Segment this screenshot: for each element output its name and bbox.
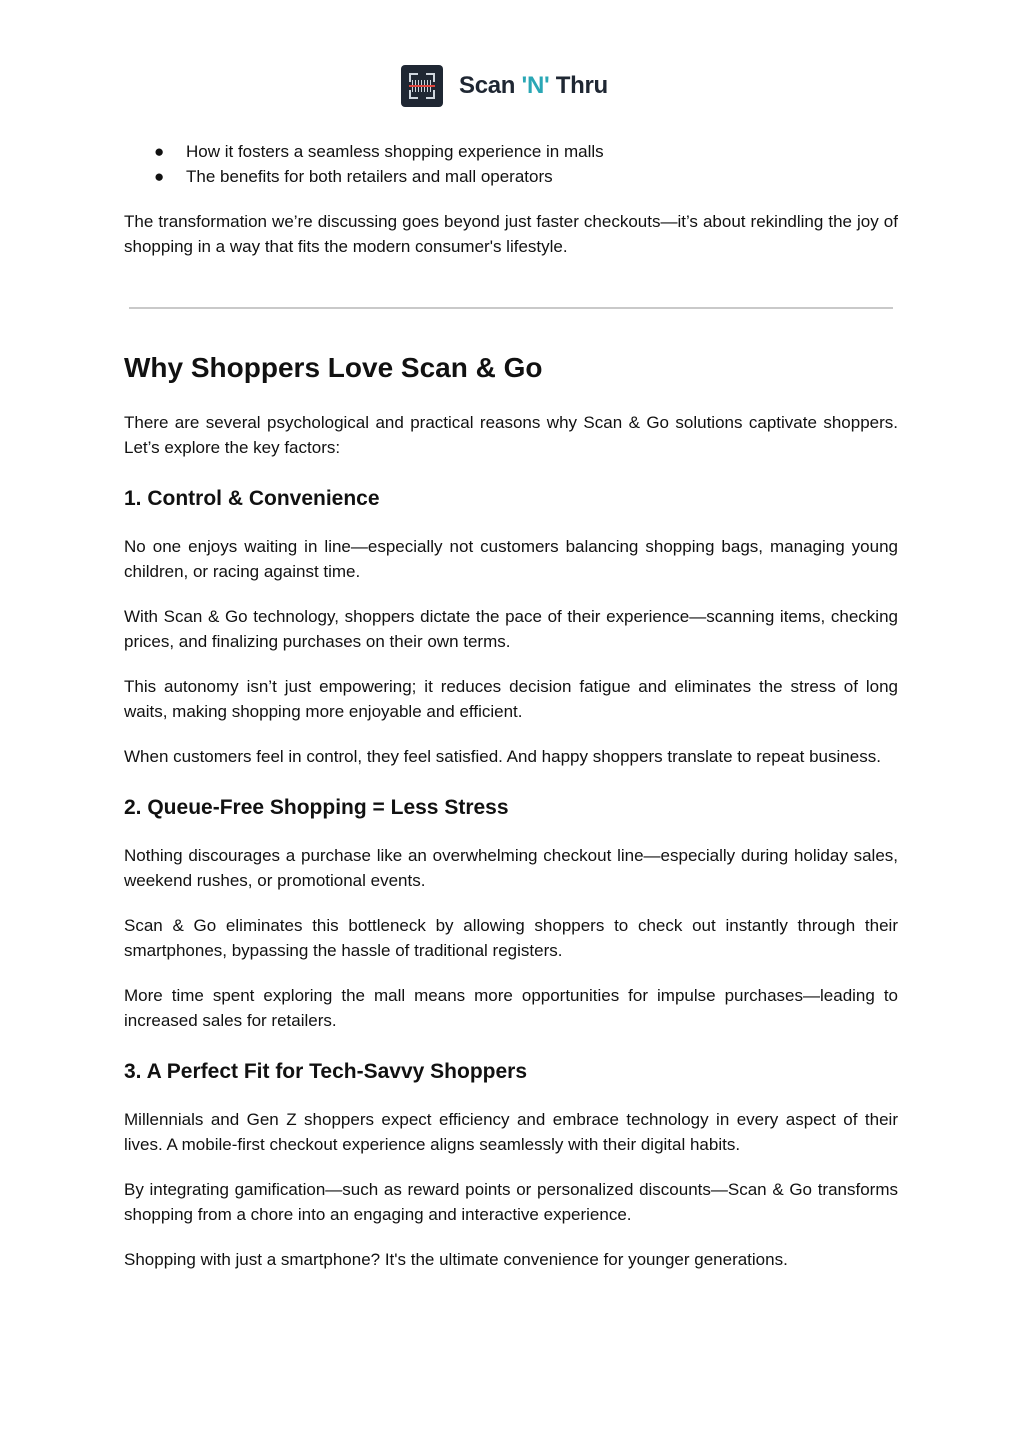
brand-name: Scan 'N' Thru [459, 72, 608, 99]
document-body [124, 139, 898, 1272]
bullet-marker: ● [154, 142, 165, 161]
brand-logo [401, 65, 608, 107]
list-item-text: The benefits for both retailers and mall operators [186, 167, 553, 186]
subsection-tech-savvy [124, 1058, 898, 1272]
paragraph: By integrating gamification—such as reward points or personalized discounts—Scan & Go transforms shopping from a chore into an engaging and interactive experience. [124, 1180, 898, 1224]
paragraph: More time spent exploring the mall means more opportunities for impulse purchases—leading to increased sales for retailers. [124, 986, 898, 1030]
barcode-scan-icon [401, 65, 443, 107]
subsection-heading: 1. Control & Convenience [124, 487, 380, 510]
bullet-marker: ● [154, 167, 165, 186]
section-divider [129, 307, 893, 309]
paragraph: This autonomy isn’t just empowering; it reduces decision fatigue and eliminates the stress of long waits, making shopping more enjoyable and efficient. [124, 677, 898, 721]
paragraph: When customers feel in control, they feel satisfied. And happy shoppers translate to repeat business. [124, 747, 881, 766]
list-item [154, 139, 898, 164]
paragraph: Nothing discourages a purchase like an overwhelming checkout line—especially during holiday sales, weekend rushes, or promotional events. [124, 846, 898, 890]
paragraph: No one enjoys waiting in line—especially not customers balancing shopping bags, managing young children, or racing against time. [124, 537, 898, 581]
subsection-control-convenience [124, 485, 898, 769]
list-item [154, 164, 898, 189]
paragraph: Scan & Go eliminates this bottleneck by allowing shoppers to check out instantly through their smartphones, bypassing the hassle of traditional registers. [124, 916, 898, 960]
paragraph: Shopping with just a smartphone? It's the ultimate convenience for younger generations. [124, 1250, 788, 1269]
bullet-list [124, 139, 898, 189]
intro-paragraph: The transformation we’re discussing goes beyond just faster checkouts—it’s about rekindling the joy of shopping in a way that fits the modern consumer's lifestyle. [124, 212, 898, 256]
section-intro-paragraph: There are several psychological and practical reasons why Scan & Go solutions captivate shoppers. Let’s explore the key factors: [124, 413, 898, 457]
subsection-heading: 2. Queue-Free Shopping = Less Stress [124, 796, 509, 819]
paragraph: With Scan & Go technology, shoppers dictate the pace of their experience—scanning items, checking prices, and finalizing purchases on their own terms. [124, 607, 898, 651]
paragraph: Millennials and Gen Z shoppers expect efficiency and embrace technology in every aspect of their lives. A mobile-first checkout experience aligns seamlessly with their digital habits. [124, 1110, 898, 1154]
list-item-text: How it fosters a seamless shopping experience in malls [186, 142, 604, 161]
section-heading: Why Shoppers Love Scan & Go [124, 352, 543, 383]
subsection-heading: 3. A Perfect Fit for Tech-Savvy Shoppers [124, 1060, 527, 1083]
subsection-queue-free [124, 794, 898, 1033]
